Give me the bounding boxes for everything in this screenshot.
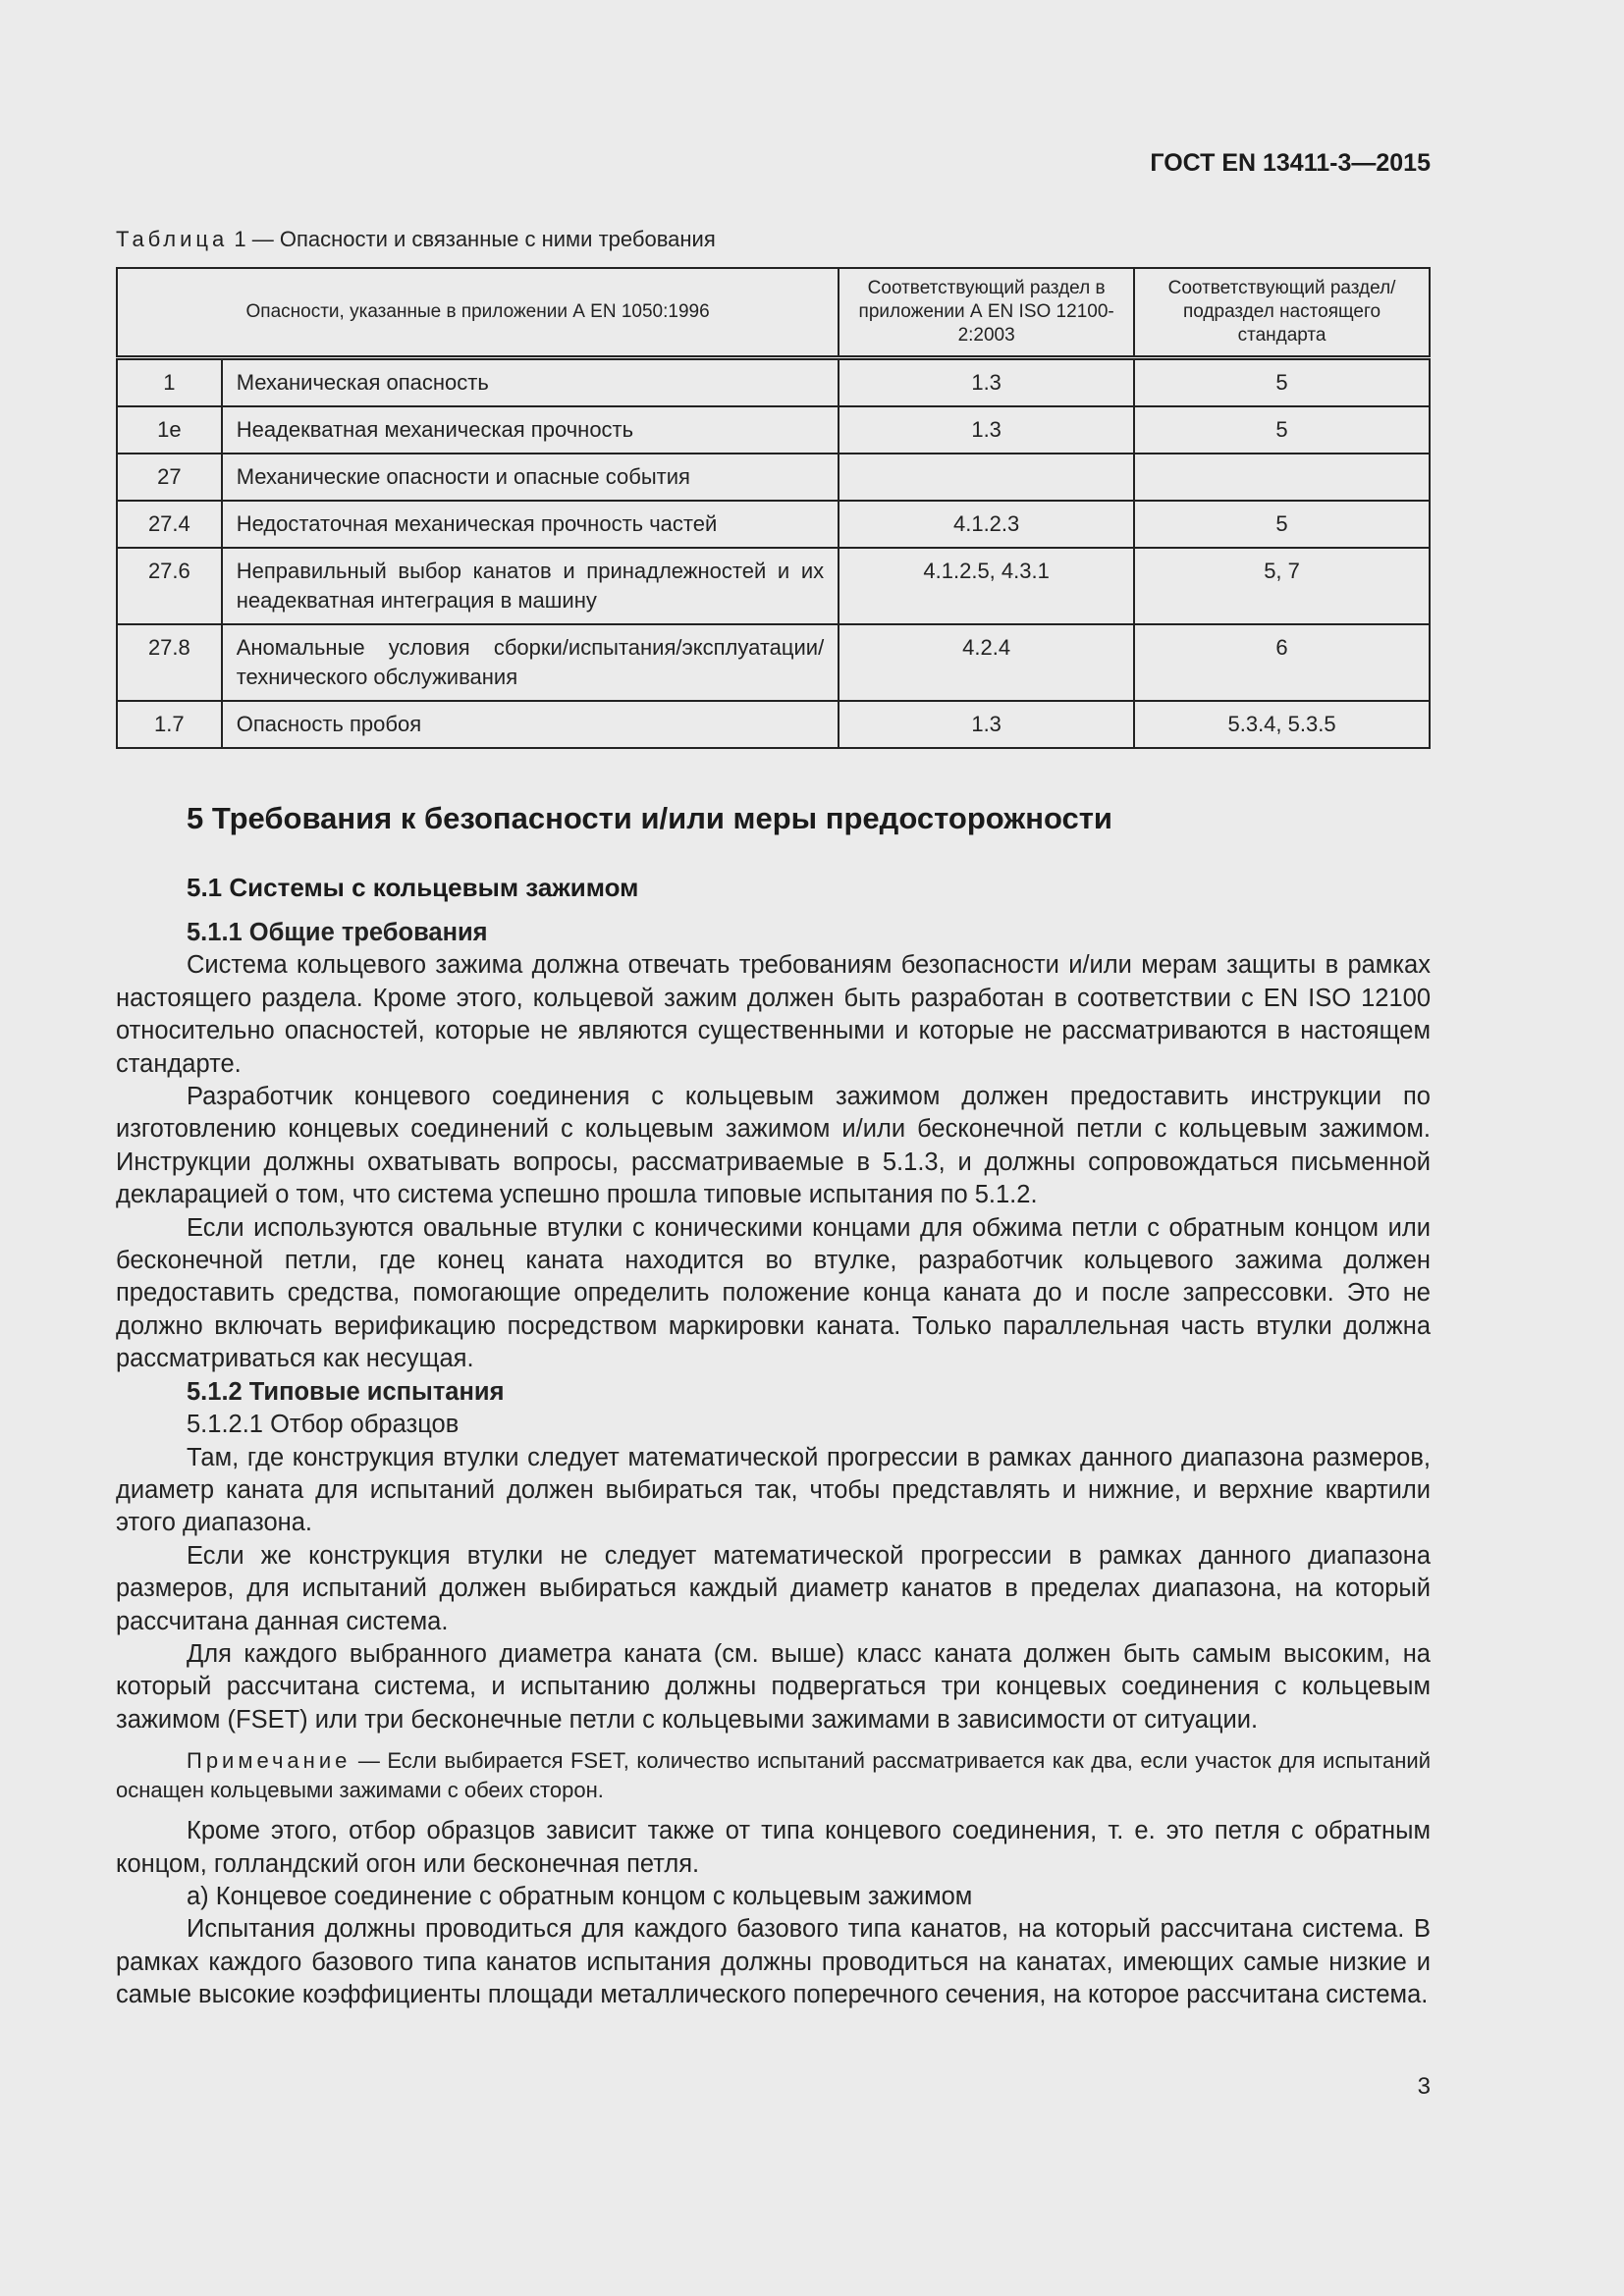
row-number: 1 — [117, 358, 222, 407]
row-number: 1е — [117, 406, 222, 454]
table-caption-text: 1 — Опасности и связанные с ними требования — [234, 227, 716, 251]
row-iso-ref — [839, 454, 1134, 501]
paragraph: Если используются овальные втулки с коническими концами для обжима петли с обратным концом или бесконечной петли, где конец каната находится во втулке, разработчик кольцевого зажима должен предоставить средства, помогающие определить положение конца каната до и после запрессовки. Это не должно включать верификацию посредством маркировки каната. Только параллельная часть втулки должна рассматриваться как несущая. — [116, 1213, 1431, 1373]
section-5-1-2-1-title: 5.1.2.1 Отбор образцов — [187, 1411, 460, 1439]
row-std-ref: 5 — [1134, 501, 1430, 548]
row-number: 27.4 — [117, 501, 222, 548]
document-id: ГОСТ EN 13411-3—2015 — [1150, 149, 1431, 177]
hazards-table — [116, 267, 1431, 749]
row-number: 27.6 — [117, 548, 222, 624]
table-row — [117, 548, 1430, 624]
row-description: Механические опасности и опасные события — [222, 454, 839, 501]
section-5-title: 5 Требования к безопасности и/или меры предосторожности — [187, 801, 1112, 835]
row-number: 27 — [117, 454, 222, 501]
section-5-1-2-title: 5.1.2 Типовые испытания — [187, 1377, 505, 1406]
header-iso-section: Соответствующий раздел в приложении А EN ISO 12100-2:2003 — [839, 268, 1134, 358]
section-5-1-1-title: 5.1.1 Общие требования — [187, 919, 488, 946]
paragraph: Там, где конструкция втулки следует математической прогрессии в рамках данного диапазона размеров, диаметр каната для испытаний должен выбираться так, чтобы представлять и нижние, и верхние квартили этого диапазона. — [116, 1443, 1431, 1537]
row-iso-ref: 1.3 — [839, 358, 1134, 407]
table-caption-label: Таблица — [116, 227, 229, 251]
paragraph: Кроме этого, отбор образцов зависит также от типа концевого соединения, т. е. это петля с обратным концом, голландский огон или бесконечная петля. — [116, 1817, 1431, 1878]
row-iso-ref: 1.3 — [839, 701, 1134, 748]
row-description: Опасность пробоя — [222, 701, 839, 748]
note — [116, 1746, 1431, 1805]
row-std-ref: 5 — [1134, 406, 1430, 454]
row-std-ref: 6 — [1134, 624, 1430, 701]
row-description: Неправильный выбор канатов и принадлежностей и их неадекватная интеграция в машину — [222, 548, 839, 624]
header-hazards: Опасности, указанные в приложении А EN 1050:1996 — [117, 268, 839, 358]
row-std-ref — [1134, 454, 1430, 501]
table-row — [117, 454, 1430, 501]
row-std-ref: 5 — [1134, 358, 1430, 407]
table-row — [117, 501, 1430, 548]
row-iso-ref: 1.3 — [839, 406, 1134, 454]
row-description: Механическая опасность — [222, 358, 839, 407]
row-iso-ref: 4.1.2.3 — [839, 501, 1134, 548]
table-header-row — [117, 268, 1430, 358]
paragraph: Испытания должны проводиться для каждого базового типа канатов, на который рассчитана система. В рамках каждого базового типа канатов испытания должны проводиться на канатах, имеющих самые низкие и самые высокие коэффициенты площади металлического поперечного сечения, на которое рассчитана система. — [116, 1915, 1431, 2009]
note-text: — Если выбирается FSET, количество испытаний рассматривается как два, если участок для испытаний оснащен кольцевыми зажимами с обеих сторон. — [116, 1748, 1431, 1803]
table-row — [117, 701, 1430, 748]
note-label: Примечание — [187, 1748, 352, 1774]
section-body — [116, 917, 1431, 2012]
row-iso-ref: 4.2.4 — [839, 624, 1134, 701]
row-description: Недостаточная механическая прочность частей — [222, 501, 839, 548]
paragraph: Разработчик концевого соединения с кольцевым зажимом должен предоставить инструкции по изготовлению концевых соединений с кольцевым зажимом и/или бесконечной петли с кольцевым зажимом. Инструкции должны охватывать вопросы, рассматриваемые в 5.1.3, и должны сопровождаться письменной декларацией о том, что система успешно прошла типовые испытания по 5.1.2. — [116, 1083, 1431, 1209]
header-standard-section: Соответствующий раздел/ подраздел настоящего стандарта — [1134, 268, 1430, 358]
section-5-1-title: 5.1 Системы с кольцевым зажимом — [187, 873, 639, 902]
row-description: Неадекватная механическая прочность — [222, 406, 839, 454]
row-number: 27.8 — [117, 624, 222, 701]
paragraph: Для каждого выбранного диаметра каната (см. выше) класс каната должен быть самым высоким, на который рассчитана система, и испытанию должны подвергаться три концевых соединения с кольцевым зажимом (FSET) или три бесконечные петли с кольцевыми зажимами в зависимости от ситуации. — [116, 1639, 1431, 1734]
page-number: 3 — [1417, 2073, 1431, 2100]
table-row — [117, 624, 1430, 701]
table-row — [117, 406, 1430, 454]
paragraph: Если же конструкция втулки не следует математической прогрессии в рамках данного диапазона размеров, для испытаний должен выбираться каждый диаметр канатов в пределах диапазона, на который рассчитана данная система. — [116, 1541, 1431, 1635]
row-number: 1.7 — [117, 701, 222, 748]
table-row — [117, 358, 1430, 407]
paragraph: Система кольцевого зажима должна отвечать требованиям безопасности и/или мерам защиты в рамках настоящего раздела. Кроме этого, кольцевой зажим должен быть разработан в соответствии с EN ISO 12100 относительно опасностей, которые не являются существенными и которые не рассматриваются в настоящем стандарте. — [116, 951, 1431, 1078]
row-iso-ref: 4.1.2.5, 4.3.1 — [839, 548, 1134, 624]
row-std-ref: 5, 7 — [1134, 548, 1430, 624]
row-description: Аномальные условия сборки/испытания/эксплуатации/технического обслуживания — [222, 624, 839, 701]
row-std-ref: 5.3.4, 5.3.5 — [1134, 701, 1430, 748]
list-item-a: а) Концевое соединение с обратным концом с кольцевым зажимом — [187, 1882, 973, 1910]
table-caption — [116, 227, 716, 252]
